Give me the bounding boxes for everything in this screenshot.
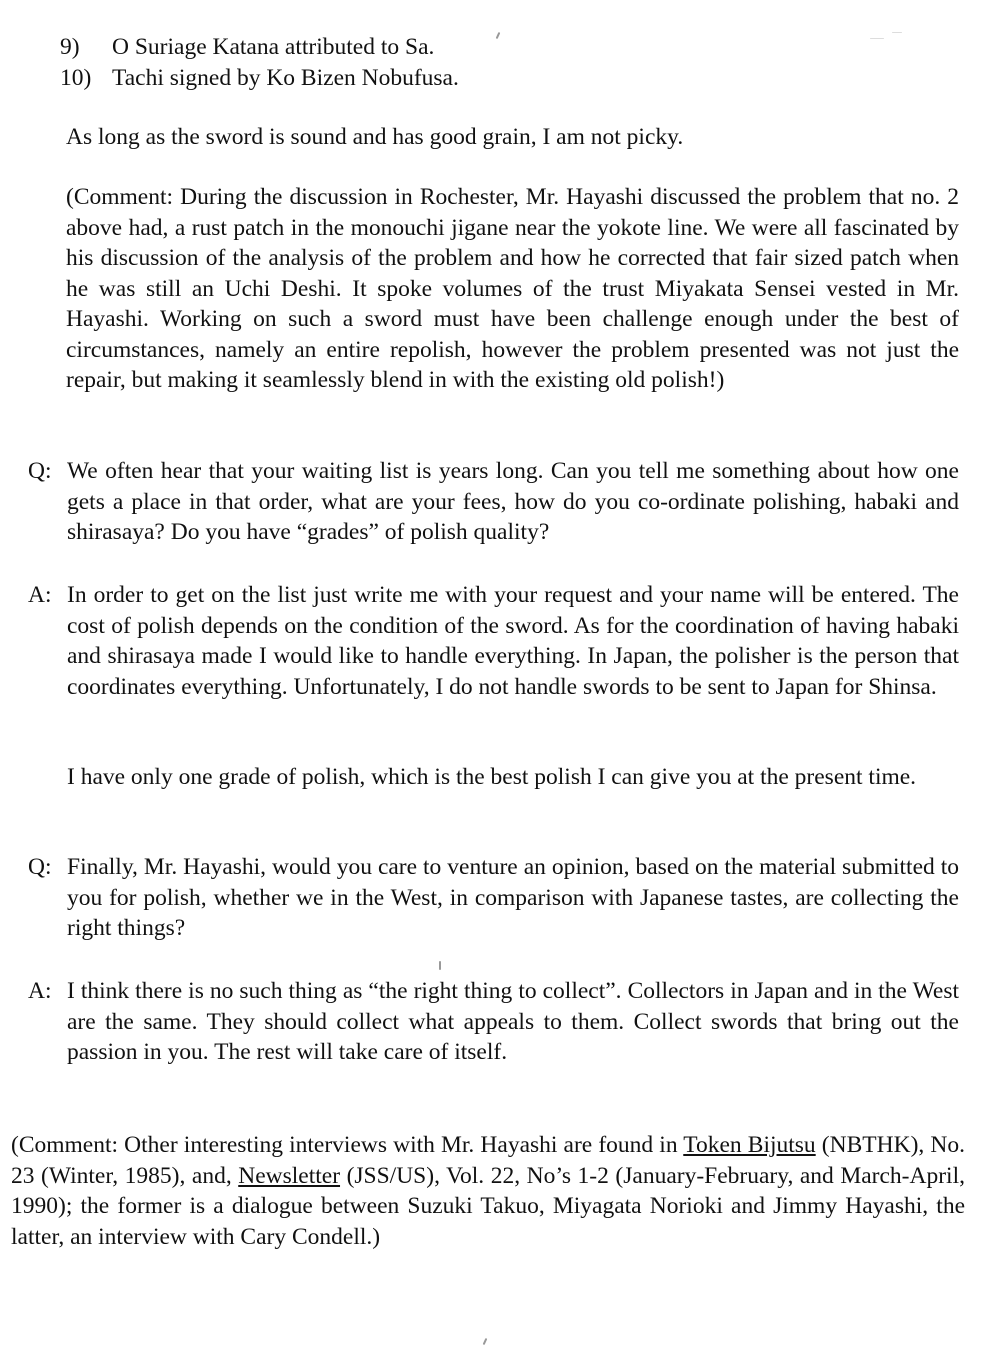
scan-speck [892,32,902,33]
paragraph-not-picky: As long as the sword is sound and has good grain, I am not picky. [66,124,684,150]
qa-marker: A: [28,978,52,1004]
qa-text: I have only one grade of polish, which is the best polish I can give you at the present time. [67,764,917,790]
publication-title-newsletter: Newsletter [238,1162,341,1189]
qa-text: We often hear that your waiting list is years long. Can you tell me something about how one gets a place in that order, what are your fees, how do you co-ordinate polishing, habaki and shirasaya? Do you have “grades” of polish quality? [67,458,959,545]
publication-title-token-bijutsu: Token Bijutsu [683,1132,816,1158]
scan-speck [439,961,441,970]
question-waiting-list [28,456,959,548]
scan-speck [870,38,884,39]
list-item-9 [60,32,940,63]
comment-rochester: (Comment: During the discussion in Rochester, Mr. Hayashi discussed the problem that no. 2 above had, a rust patch in the monouchi jigane near the yokote line. We were all fascinated by his discussion of the analysis of the problem and how he corrected that fair sized patch when he was still an Uchi Deshi. It spoke volumes of the trust Miyakata Sensei vested in Mr. Hayashi. Working on such a sword must have been challenge enough under the best of circumstances, namely an entire repolish, however the problem presented was not just the repair, but making it seamlessly blend in with the existing old polish!) [66,184,959,393]
qa-marker: A: [28,582,52,608]
comment-other-interviews [11,1130,965,1252]
comment-text: (JSS/US), Vol. 22, No’s 1-2 (January-February, and March-April, 1990); the former is a dialogue between Suzuki Takuo, Miyagata Norioki and Jimmy Hayashi, the latter, an interview with Cary Condell.) [11,1162,965,1250]
answer-waiting-list [28,580,959,702]
qa-text: Finally, Mr. Hayashi, would you care to venture an opinion, based on the material submitted to you for polish, whether we in the West, in comparison with Japanese tastes, are collecting the right things? [67,854,959,941]
answer-right-things [28,976,959,1068]
list-item-number: 9) [60,34,80,60]
qa-marker: Q: [28,458,52,484]
qa-marker: Q: [28,854,52,880]
scan-speck [483,1338,488,1345]
qa-text: In order to get on the list just write me with your request and your name will be entered. The cost of polish depends on the condition of the sword. As for the coordination of having habaki and shirasaya made I would like to handle everything. In Japan, the polisher is the person that coordinates everything. Unfortunately, I do not handle swords to be sent to Japan for Shinsa. [67,582,959,700]
qa-text: I think there is no such thing as “the right thing to collect”. Collectors in Japan and in the West are the same. They should collect what appeals to them. Collect swords that bring out the passion in you. The rest will take care of itself. [67,978,959,1065]
comment-text: (NBTHK), No. 23 (Winter, 1985), and, [11,1132,965,1189]
list-item-text: O Suriage Katana attributed to Sa. [112,34,435,60]
answer-grade-of-polish [28,762,959,793]
list-item-text: Tachi signed by Ko Bizen Nobufusa. [112,65,459,91]
comment-text: (Comment: Other interesting interviews with Mr. Hayashi are found in [11,1132,684,1158]
list-item-number: 10) [60,65,92,91]
question-right-things [28,852,959,944]
list-item-10 [60,63,940,94]
